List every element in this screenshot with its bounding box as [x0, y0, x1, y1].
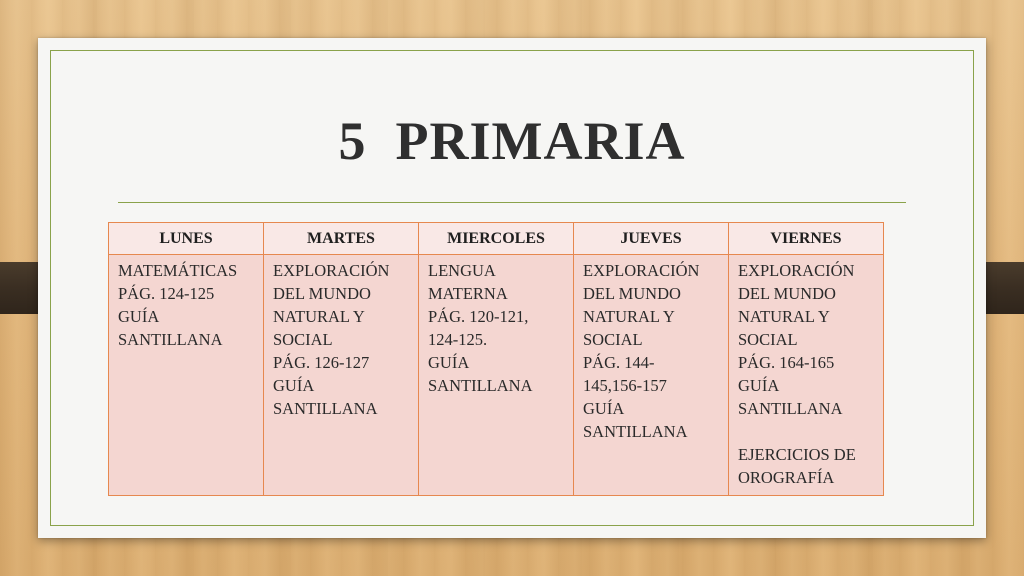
title-divider	[118, 202, 906, 203]
cell-miercoles: LENGUA MATERNA PÁG. 120-121, 124-125. GUÍA SANTILLANA	[419, 255, 574, 496]
schedule-header-row	[109, 223, 884, 255]
slide-paper	[38, 38, 986, 538]
schedule-row	[109, 255, 884, 496]
header-jueves: JUEVES	[574, 223, 729, 255]
cell-viernes: EXPLORACIÓN DEL MUNDO NATURAL Y SOCIAL PÁG. 164-165 GUÍA SANTILLANA EJERCICIOS DE OROGRAFÍA	[729, 255, 884, 496]
header-martes: MARTES	[264, 223, 419, 255]
cell-jueves: EXPLORACIÓN DEL MUNDO NATURAL Y SOCIAL PÁG. 144- 145,156-157 GUÍA SANTILLANA	[574, 255, 729, 496]
cell-lunes: MATEMÁTICAS PÁG. 124-125 GUÍA SANTILLANA	[109, 255, 264, 496]
schedule-table	[108, 222, 884, 496]
slide-title: 5 PRIMARIA	[338, 111, 686, 171]
header-miercoles: MIERCOLES	[419, 223, 574, 255]
header-lunes: LUNES	[109, 223, 264, 255]
cell-martes: EXPLORACIÓN DEL MUNDO NATURAL Y SOCIAL PÁG. 126-127 GUÍA SANTILLANA	[264, 255, 419, 496]
header-viernes: VIERNES	[729, 223, 884, 255]
